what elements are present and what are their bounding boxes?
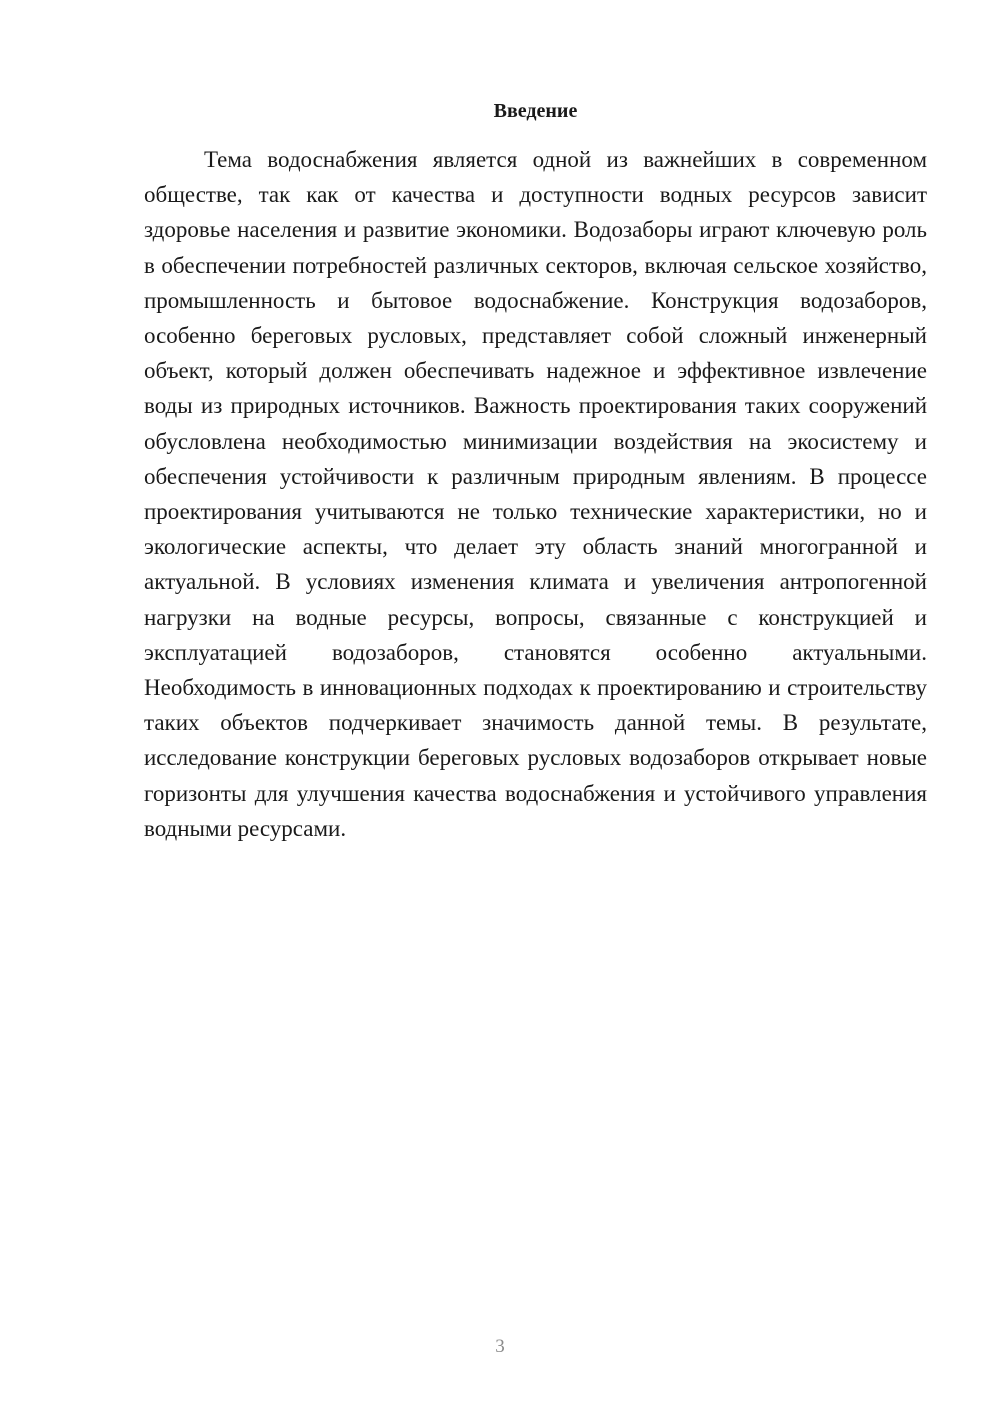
body-paragraph: Тема водоснабжения является одной из важнейших в современном обществе, так как от качества и доступности водных ресурсов зависит здоровье населения и развитие экономики. Водозаборы играют ключевую роль в обеспечении потребностей различных секторов, включая сельское хозяйство, промышленность и бытовое водоснабжение. Конструкция водозаборов, особенно береговых русловых, представляет собой сложный инженерный объект, который должен обеспечивать надежное и эффективное извлечение воды из природных источников. Важность проектирования таких сооружений обусловлена необходимостью минимизации воздействия на экосистему и обеспечения устойчивости к различным природным явлениям. В процессе проектирования учитываются не только технические характеристики, но и экологические аспекты, что делает эту область знаний многогранной и актуальной. В условиях изменения климата и увеличения антропогенной нагрузки на водные ресурсы, вопросы, связанные с конструкцией и эксплуатацией водозаборов, становятся особенно актуальными. Необходимость в инновационных подходах к проектированию и строительству таких объектов подчеркивает значимость данной темы. В результате, исследование конструкции береговых русловых водозаборов открывает новые горизонты для улучшения качества водоснабжения и устойчивого управления водными ресурсами. <box>144 147 927 841</box>
page-number: 3 <box>495 1336 505 1357</box>
section-heading: Введение <box>493 100 578 122</box>
